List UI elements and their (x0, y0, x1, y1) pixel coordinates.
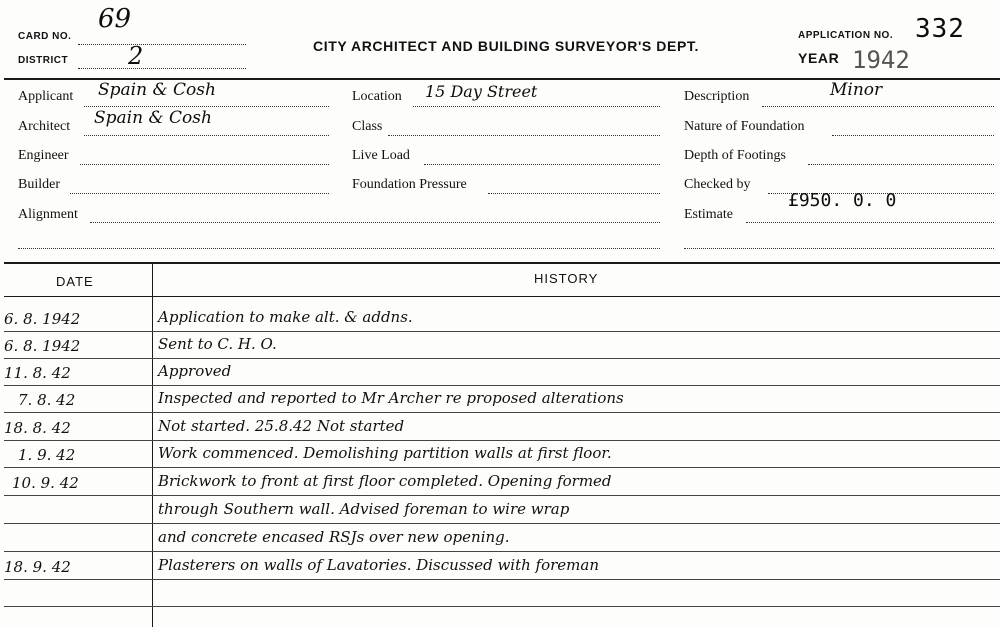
applicant-value: Spain & Cosh (98, 80, 216, 100)
engineer-dots (80, 164, 329, 165)
depth-label: Depth of Footings (684, 148, 786, 163)
description-dots (762, 106, 994, 107)
row-date: 6. 8. 1942 (4, 310, 81, 328)
row-rule (4, 385, 1000, 386)
alignment-label: Alignment (18, 207, 78, 222)
row-date: 11. 8. 42 (4, 364, 71, 382)
year-value: 1942 (852, 46, 910, 74)
year-label: YEAR (798, 50, 840, 66)
architect-label: Architect (18, 119, 71, 134)
row-date: 6. 8. 1942 (4, 337, 81, 355)
row-history: through Southern wall. Advised foreman to wire wrap (158, 500, 570, 518)
builder-label: Builder (18, 177, 60, 192)
row-history: Plasterers on walls of Lavatories. Discussed with foreman (158, 556, 600, 574)
row-date: 10. 9. 42 (12, 474, 79, 492)
date-column-header: DATE (56, 274, 94, 289)
nature-label: Nature of Foundation (684, 119, 805, 134)
row-rule (4, 358, 1000, 359)
estimate-label: Estimate (684, 207, 733, 222)
location-dots (413, 106, 660, 107)
alignment-dots (90, 222, 660, 223)
row-history: Work commenced. Demolishing partition walls at first floor. (158, 444, 612, 462)
table-top-rule (4, 262, 1000, 264)
estimate-dots-2 (684, 248, 994, 249)
row-history: Brickwork to front at first floor completed. Opening formed (158, 472, 612, 490)
district-label: DISTRICT (18, 55, 69, 66)
live-load-label: Live Load (352, 148, 410, 163)
row-rule (4, 523, 1000, 524)
foundation-pressure-label: Foundation Pressure (352, 177, 467, 192)
row-history: and concrete encased RSJs over new opening. (158, 528, 510, 546)
location-value: 15 Day Street (425, 82, 538, 101)
row-history: Application to make alt. & addns. (158, 308, 413, 326)
table-header-rule (4, 296, 1000, 297)
applicant-label: Applicant (18, 89, 74, 104)
row-date: 1. 9. 42 (18, 446, 76, 464)
card-no-label: CARD NO. (18, 31, 72, 42)
row-history: Approved (158, 362, 232, 380)
row-rule (4, 467, 1000, 468)
checked-label: Checked by (684, 177, 751, 192)
row-date: 18. 9. 42 (4, 558, 71, 576)
row-date: 18. 8. 42 (4, 419, 71, 437)
district-dots (78, 68, 246, 69)
card-no-value: 69 (98, 4, 132, 34)
row-history: Inspected and reported to Mr Archer re proposed alterations (158, 389, 624, 407)
row-rule (4, 331, 1000, 332)
description-label: Description (684, 89, 750, 104)
table-column-divider (152, 262, 153, 627)
applicant-dots (84, 106, 329, 107)
card-no-dots (78, 44, 246, 45)
district-value: 2 (128, 42, 144, 70)
alignment-dots-2 (18, 248, 660, 249)
nature-dots (832, 135, 994, 136)
class-label: Class (352, 119, 383, 134)
row-date: 7. 8. 42 (18, 391, 76, 409)
row-history: Not started. 25.8.42 Not started (158, 417, 405, 435)
description-value: Minor (830, 80, 883, 100)
estimate-value: £950. 0. 0 (788, 190, 897, 211)
application-no-label: APPLICATION NO. (798, 30, 894, 41)
row-rule (4, 551, 1000, 552)
location-label: Location (352, 89, 402, 104)
builder-dots (70, 193, 329, 194)
architect-dots (84, 135, 329, 136)
architect-value: Spain & Cosh (94, 108, 212, 128)
depth-dots (808, 164, 994, 165)
row-rule (4, 579, 1000, 580)
foundation-pressure-dots (488, 193, 660, 194)
row-rule (4, 412, 1000, 413)
dept-title: CITY ARCHITECT AND BUILDING SURVEYOR'S DEPT. (313, 38, 699, 54)
row-rule (4, 440, 1000, 441)
row-rule (4, 495, 1000, 496)
history-column-header: HISTORY (534, 271, 599, 286)
application-no-value: 332 (915, 14, 965, 44)
live-load-dots (424, 164, 660, 165)
engineer-label: Engineer (18, 148, 69, 163)
class-dots (388, 135, 660, 136)
row-history: Sent to C. H. O. (158, 335, 277, 353)
row-rule (4, 606, 1000, 607)
estimate-dots (746, 222, 994, 223)
